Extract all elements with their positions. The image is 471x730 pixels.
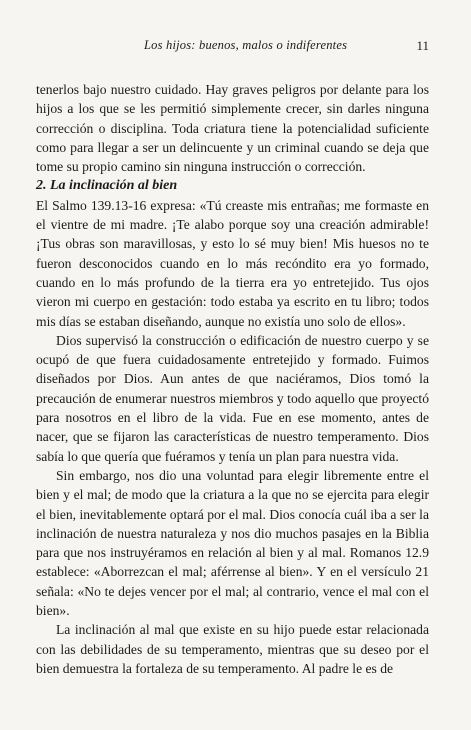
paragraph-god-supervised: Dios supervisó la construcción o edificación de nuestro cuerpo y se ocupó de que fuera cuidadosamente entretejido y formado. Fuimos diseñados por Dios. Aun antes de que naciéramos, Dios tomó la precaución de enumerar nuestros miembros y todo aquello que proyectó para nosotros en el libro de la vida. Fue en ese momento, antes de nacer, que se fijaron las características de nuestro temperamento. Dios sabía lo que quería que fuéramos y tenía un plan para nuestra vida. — [36, 332, 429, 464]
running-title: Los hijos: buenos, malos o indiferentes — [144, 38, 348, 52]
page-header — [36, 38, 429, 54]
paragraph-inclination: La inclinación al mal que existe en su hijo puede estar relacionada con las debilidades de su temperamento, mientras que su deseo por el bien demuestra la fortaleza de su temperamento. Al padre le es de — [36, 622, 429, 676]
page-number: 11 — [416, 38, 429, 53]
section-heading: 2. La inclinación al bien — [36, 178, 178, 194]
paragraph-continuation: tenerlos bajo nuestro cuidado. Hay graves peligros por delante para los hijos a los que se les permitió simplemente crecer, sin darles ninguna corrección o disciplina. Toda criatura tiene la potencialidad suficiente como para llegar a ser un delincuente y un criminal cuando se deja que tome su propio camino sin ninguna instrucción o corrección. — [36, 82, 429, 175]
body-text — [36, 80, 429, 678]
paragraph-free-will: Sin embargo, nos dio una voluntad para elegir libremente entre el bien y el mal; de modo que la criatura a la que no se ejercita para elegir el bien, inevitablemente optará por el mal. Dios conocía cuál iba a ser la inclinación de nuestra naturaleza y nos dio muchos pasajes en la Biblia para que nos instruyéramos en relación al bien y al mal. Romanos 12.9 establece: «Aborrezcan el mal; aférrense al bien». Y en el versículo 21 señala: «No te dejes vencer por el mal; al contrario, vence el mal con el bien». — [36, 467, 429, 619]
paragraph-psalm-quote: El Salmo 139.13-16 expresa: «Tú creaste mis entrañas; me formaste en el vientre de mi madre. ¡Te alabo porque soy una creación admirable! ¡Tus obras son maravillosas, y esto lo sé muy bien! Mis huesos no te fueron desconocidos cuando en lo más recóndito era yo formado, cuando en lo más profundo de la tierra era yo entretejido. Tus ojos vieron mi cuerpo en gestación: todo estaba ya escrito en tu libro; todos mis días se estaban diseñando, aunque no existía uno solo de ellos». — [36, 197, 429, 329]
